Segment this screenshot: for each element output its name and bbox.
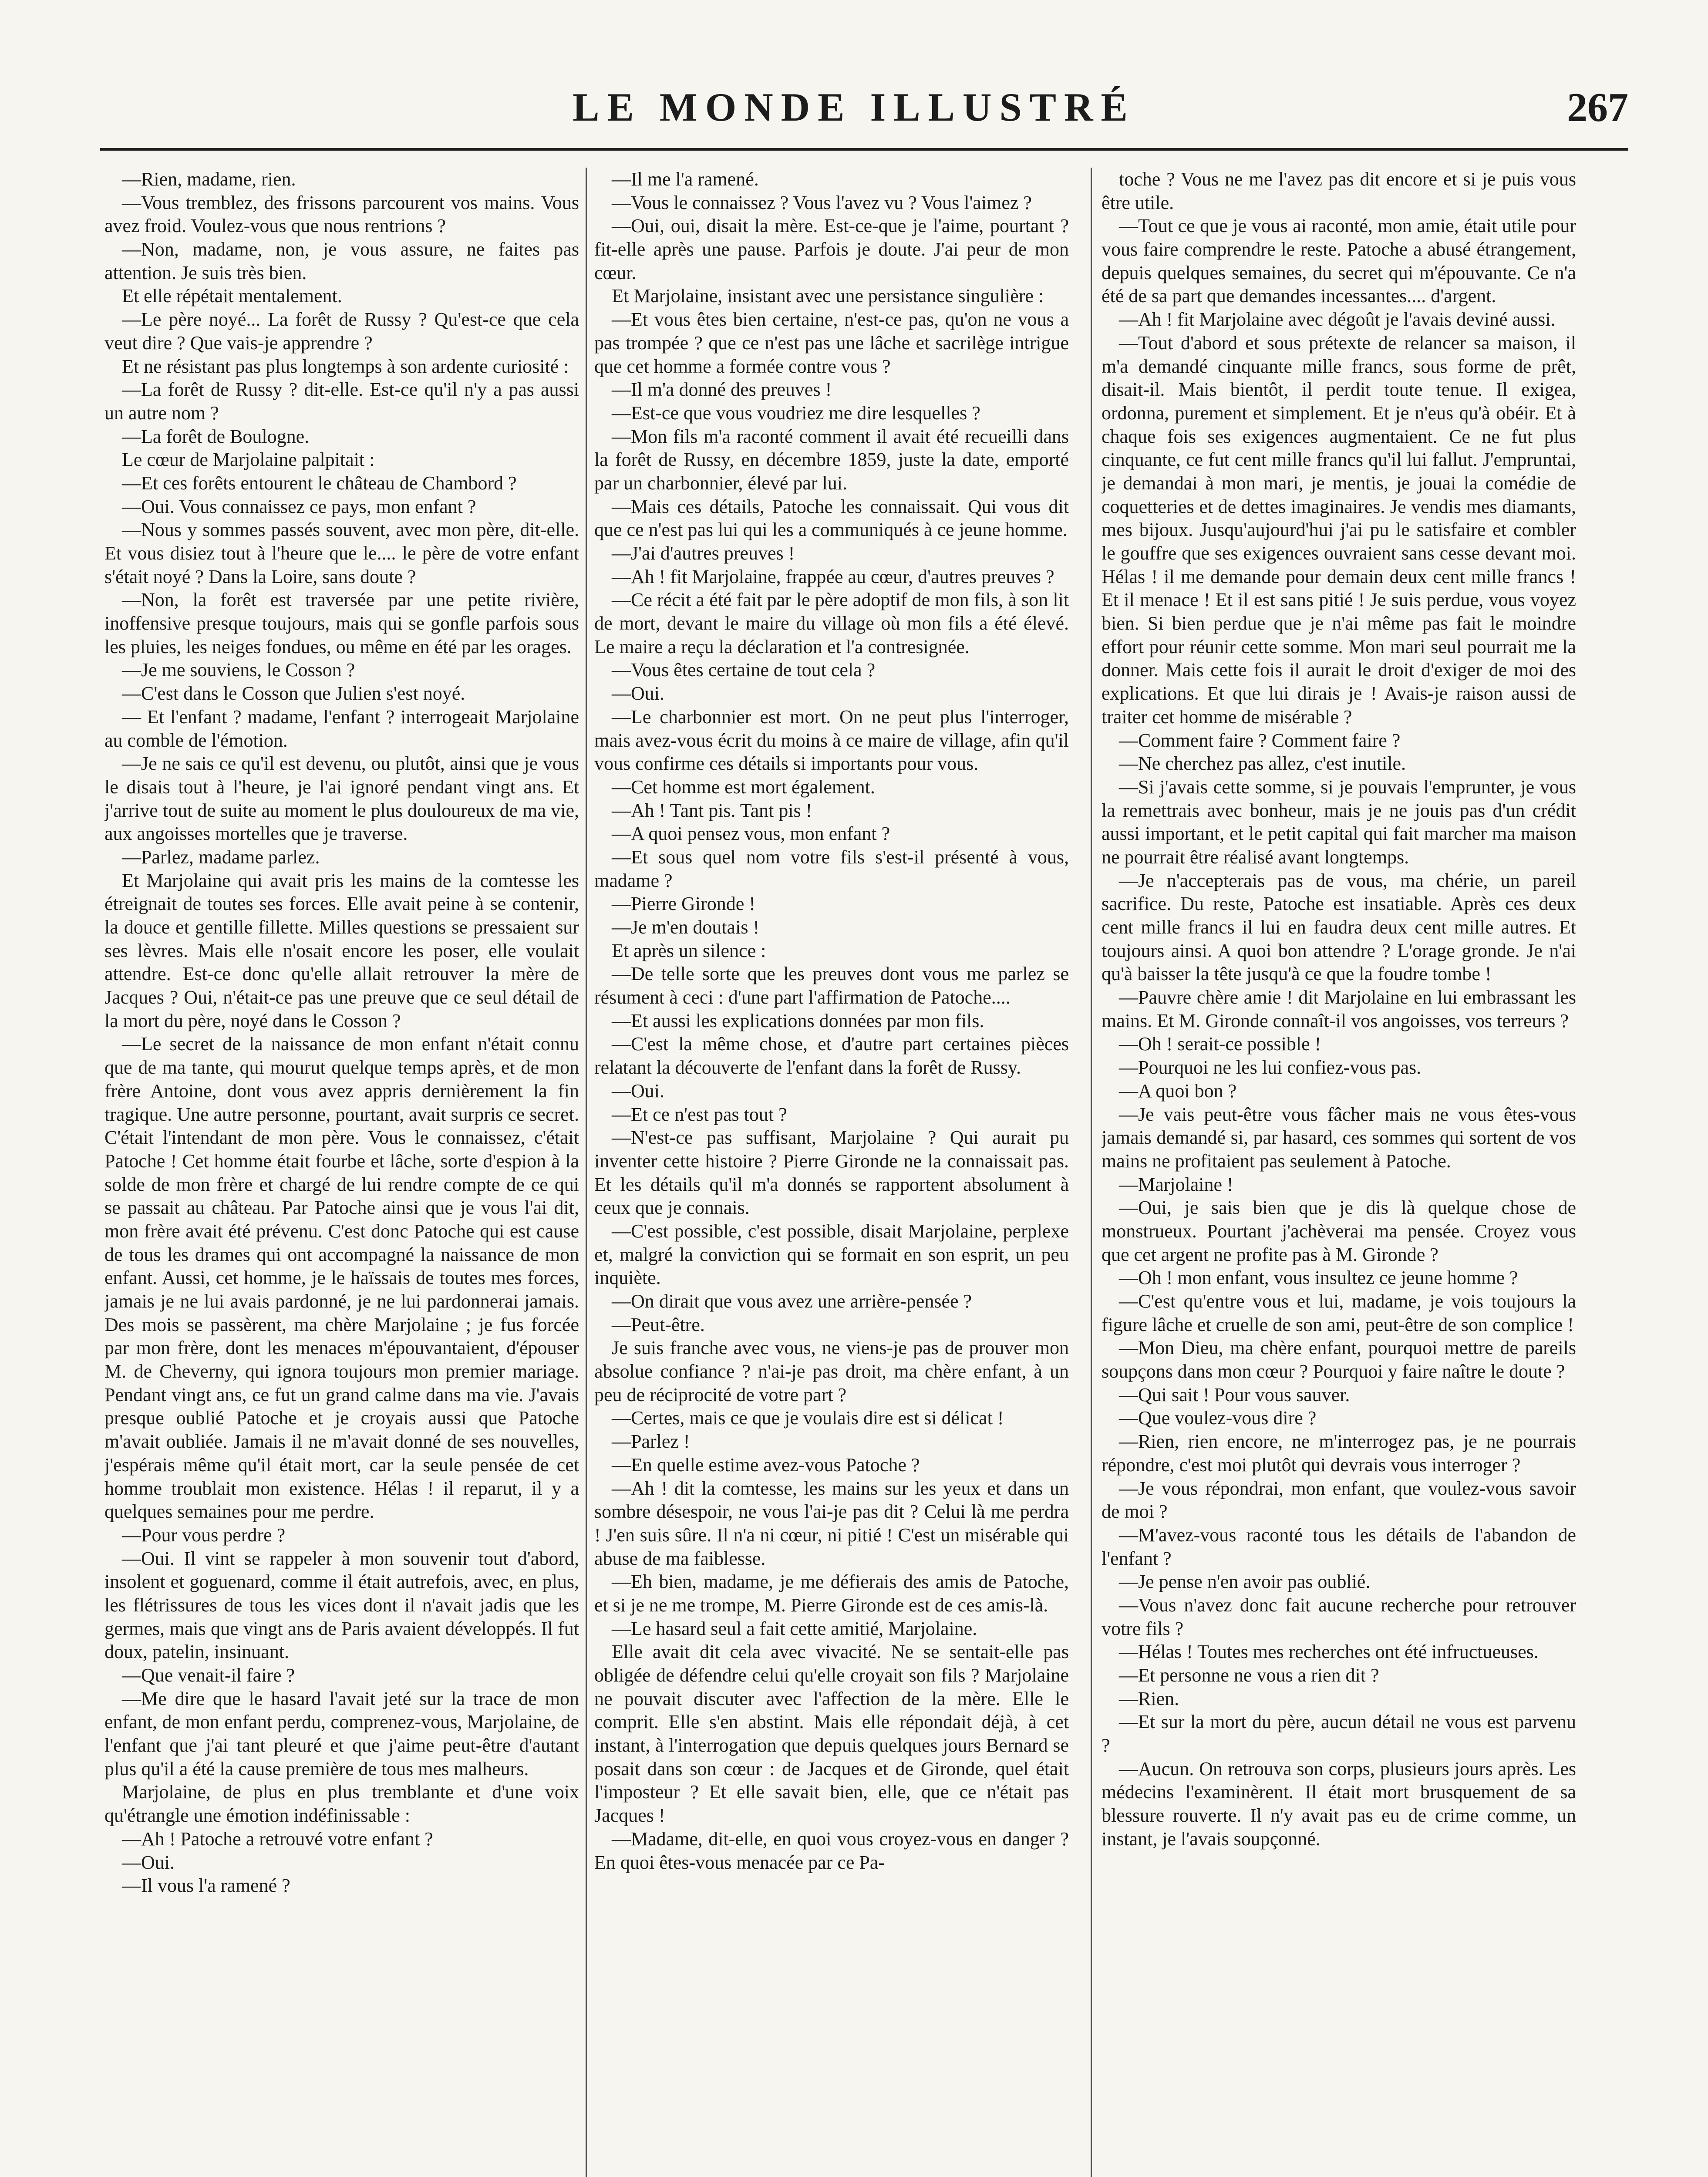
paragraph: —A quoi bon ? <box>1119 1080 1237 1102</box>
text-column-1 <box>104 168 579 2177</box>
paragraph: —Vous êtes certaine de tout cela ? <box>612 659 876 681</box>
paragraph: —Qui sait ! Pour vous sauver. <box>1119 1384 1350 1405</box>
paragraph: —La forêt de Boulogne. <box>122 425 310 447</box>
paragraph: —Je n'accepterais pas de vous, ma chérie, un pareil sacrifice. Du reste, Patoche est insatiable. Après ces deux cent mille francs il lui en faudra deux cent mille autres. Et toujours ainsi. A quoi bon attendre ? L'orage gronde. Je n'ai qu'à baisser la tête jusqu'à ce que la foudre tombe ! <box>1102 869 1576 985</box>
paragraph: —Mon Dieu, ma chère enfant, pourquoi mettre de pareils soupçons dans mon cœur ? Pourquoi y faire naître le doute ? <box>1102 1337 1576 1382</box>
paragraph: —Hélas ! Toutes mes recherches ont été infructueuses. <box>1119 1641 1539 1663</box>
paragraph: —Peut-être. <box>612 1314 705 1335</box>
paragraph: Le cœur de Marjolaine palpitait : <box>122 449 375 471</box>
paragraph: —Et ces forêts entourent le château de Chambord ? <box>122 472 517 494</box>
paragraph: —Je m'en doutais ! <box>612 917 760 938</box>
paragraph: —Pourquoi ne les lui confiez-vous pas. <box>1119 1057 1422 1078</box>
paragraph: —Est-ce que vous voudriez me dire lesquelles ? <box>612 402 980 424</box>
paragraph: —Il vous l'a ramené ? <box>122 1875 290 1897</box>
paragraph: —Oui, je sais bien que je dis là quelque chose de monstrueux. Pourtant j'achèverai ma pensée. Croyez vous que cet argent ne profite pas à M. Gironde ? <box>1102 1197 1576 1265</box>
paragraph: —Marjolaine ! <box>1119 1173 1233 1195</box>
paragraph: —C'est possible, c'est possible, disait Marjolaine, perplexe et, malgré la conviction qui se formait en son esprit, un peu inquiète. <box>594 1220 1069 1289</box>
paragraph: —Il m'a donné des preuves ! <box>612 379 832 401</box>
paragraph: —Aucun. On retrouva son corps, plusieurs jours après. Les médecins l'examinèrent. Il était mort brusquement de sa blessure rouverte. Il n'y avait pas eu de crime comme, un instant, je l'avais soupçonné. <box>1102 1758 1576 1850</box>
paragraph: —Madame, dit-elle, en quoi vous croyez-vous en danger ? En quoi êtes-vous menacée par ce Pa- <box>594 1828 1069 1873</box>
paragraph: —Ah ! Patoche a retrouvé votre enfant ? <box>122 1828 433 1850</box>
paragraph: —Comment faire ? Comment faire ? <box>1119 729 1401 751</box>
paragraph: —La forêt de Russy ? dit-elle. Est-ce qu'il n'y a pas aussi un autre nom ? <box>104 379 579 424</box>
paragraph: —Nous y sommes passés souvent, avec mon père, dit-elle. Et vous disiez tout à l'heure que le.... le père de votre enfant s'était noyé ? Dans la Loire, sans doute ? <box>104 519 579 587</box>
paragraph: —Et sous quel nom votre fils s'est-il présenté à vous, madame ? <box>594 846 1069 891</box>
paragraph: —Pour vous perdre ? <box>122 1524 286 1546</box>
paragraph: —Oh ! mon enfant, vous insultez ce jeune homme ? <box>1119 1267 1518 1289</box>
paragraph: —Rien. <box>1119 1688 1179 1709</box>
paragraph: —Et sur la mort du père, aucun détail ne vous est parvenu ? <box>1102 1711 1576 1756</box>
paragraph: —Oui. Il vint se rappeler à mon souvenir tout d'abord, insolent et goguenard, comme il était autrefois, avec, en plus, les flétrissures de tous les vices dont il n'avait jadis que les germes, mais que vingt ans de Paris avaient développés. Il fut doux, patelin, insinuant. <box>104 1547 579 1663</box>
paragraph: Et Marjolaine, insistant avec une persistance singulière : <box>612 285 1044 307</box>
paragraph: —Ne cherchez pas allez, c'est inutile. <box>1119 753 1406 775</box>
paragraph: —Certes, mais ce que je voulais dire est si délicat ! <box>612 1407 1004 1429</box>
paragraph: —Ah ! fit Marjolaine, frappée au cœur, d'autres preuves ? <box>612 566 1054 587</box>
paragraph: —Si j'avais cette somme, si je pouvais l'emprunter, je vous la remettrais avec bonheur, mais je ne jouis pas d'un crédit aussi important, et le petit capital qui fait marcher ma maison ne pourrait être réalisé avant longtemps. <box>1102 776 1576 868</box>
paragraph: —Oui. <box>612 1080 664 1102</box>
paragraph: —Et ce n'est pas tout ? <box>612 1103 787 1125</box>
paragraph: —Pauvre chère amie ! dit Marjolaine en lui embrassant les mains. Et M. Gironde connaît-il vos angoisses, vos terreurs ? <box>1102 987 1576 1031</box>
paragraph: —Rien, rien encore, ne m'interrogez pas, je ne pourrais répondre, c'est moi plutôt qui devrais vous interroger ? <box>1102 1431 1576 1476</box>
paragraph: Et ne résistant pas plus longtemps à son ardente curiosité : <box>122 355 569 377</box>
paragraph: Et elle répétait mentalement. <box>122 285 342 307</box>
paragraph: — Et l'enfant ? madame, l'enfant ? interrogeait Marjolaine au comble de l'émotion. <box>104 706 579 751</box>
paragraph: —Vous le connaissez ? Vous l'avez vu ? Vous l'aimez ? <box>612 192 1032 213</box>
paragraph: —Mais ces détails, Patoche les connaissait. Qui vous dit que ce n'est pas lui qui les a communiqués à ce jeune homme. <box>594 495 1069 541</box>
paragraph: —Oui. <box>122 1851 175 1873</box>
paragraph: —Et aussi les explications données par mon fils. <box>612 1010 984 1031</box>
paragraph: —Je me souviens, le Cosson ? <box>122 659 355 681</box>
paragraph: —Parlez, madame parlez. <box>122 846 320 868</box>
paragraph: Et Marjolaine qui avait pris les mains de la comtesse les étreignait de toutes ses forces. Elle avait peine à se contenir, la douce et gentille fillette. Milles questions se pressaient sur ses lèvres. Mais elle n'osait encore les poser, elle voulait attendre. Est-ce donc qu'elle allait retrouver la mère de Jacques ? Oui, n'était-ce pas une preuve que ce seul détail de la mort du père, noyé dans le Cosson ? <box>104 869 579 1031</box>
paragraph: —Je pense n'en avoir pas oublié. <box>1119 1571 1371 1593</box>
paragraph: —Oui. Vous connaissez ce pays, mon enfant ? <box>122 495 476 517</box>
paragraph: Elle avait dit cela avec vivacité. Ne se sentait-elle pas obligée de défendre celui qu'elle croyait son fils ? Marjolaine ne pouvait discuter avec l'affection de la mère. Elle le comprit. Elle s'en abstint. Mais elle répondait déjà, à cet instant, à l'interrogation que depuis quelques jours Bernard se posait dans son cœur : de Jacques et de Gironde, quel était l'imposteur ? Et elle savait bien, elle, que ce n'était pas Jacques ! <box>594 1641 1069 1827</box>
paragraph: —J'ai d'autres preuves ! <box>612 543 795 564</box>
page-number: 267 <box>1567 85 1628 130</box>
paragraph: —Oh ! serait-ce possible ! <box>1119 1033 1321 1055</box>
paragraph: Et après un silence : <box>612 940 766 961</box>
paragraph: —De telle sorte que les preuves dont vous me parlez se résument à ceci : d'une part l'affirmation de Patoche.... <box>594 963 1069 1008</box>
paragraph: —En quelle estime avez-vous Patoche ? <box>612 1454 920 1476</box>
paragraph: —Cet homme est mort également. <box>612 776 875 798</box>
column-divider <box>586 168 587 2177</box>
paragraph: —Et vous êtes bien certaine, n'est-ce pas, qu'on ne vous a pas trompée ? que ce n'est pas une lâche et sacrilège intrigue que cet homme a formée contre vous ? <box>594 309 1069 377</box>
paragraph: —Eh bien, madame, je me défierais des amis de Patoche, et si je ne me trompe, M. Pierre Gironde est de ces amis-là. <box>594 1571 1069 1616</box>
paragraph: —Vous tremblez, des frissons parcourent vos mains. Vous avez froid. Voulez-vous que nous rentrions ? <box>104 192 579 237</box>
paragraph: —Vous n'avez donc fait aucune recherche pour retrouver votre fils ? <box>1102 1594 1576 1639</box>
paragraph: toche ? Vous ne me l'avez pas dit encore et si je puis vous être utile. <box>1102 168 1576 213</box>
paragraph: —Mon fils m'a raconté comment il avait été recueilli dans la forêt de Russy, en décembre 1859, juste la date, emporté par un charbonnier, élevé par lui. <box>594 425 1069 494</box>
paragraph: —Je ne sais ce qu'il est devenu, ou plutôt, ainsi que je vous le disais tout à l'heure, je l'ai ignoré pendant vingt ans. Et j'arrive tout de suite au moment le plus douloureux de ma vie, aux angoisses mortelles que je traverse. <box>104 753 579 845</box>
paragraph: —Tout d'abord et sous prétexte de relancer sa maison, il m'a demandé cinquante mille francs, sous forme de prêt, disait-il. Mais bientôt, il perdit toute tenue. Il exigea, ordonna, purement et simplement. Et je n'eus qu'à obéir. Et à chaque fois ses exigences augmentaient. Ce ne fut plus cinquante, ce fut cent mille francs qu'il lui fallut. J'empruntai, je demandai à mon mari, je mentis, je jouai la comédie de coquetteries et de dettes imaginaires. Je vendis mes diamants, mes bijoux. Jusqu'aujourd'hui j'ai pu le satisfaire et combler le gouffre que ses exigences ouvraient sans cesse devant moi. Hélas ! il me demande pour demain deux cent mille francs ! Et il menace ! Et il est sans pitié ! Je suis perdue, vous voyez bien. Si bien perdue que je n'ai même pas fait le moindre effort pour réunir cette somme. Mon mari seul pourrait me la donner. Mais cette fois il aurait le droit d'exiger de moi des explications. Et que lui dirais je ! Avais-je raison aussi de traiter cet homme de misérable ? <box>1102 332 1576 728</box>
paragraph: —C'est dans le Cosson que Julien s'est noyé. <box>122 683 465 704</box>
paragraph: Je suis franche avec vous, ne viens-je pas de prouver mon absolue confiance ? n'ai-je pas droit, ma chère enfant, à un peu de réciprocité de votre part ? <box>594 1337 1069 1405</box>
text-column-2 <box>594 168 1069 2177</box>
header-rule <box>100 148 1628 151</box>
paragraph: —Que voulez-vous dire ? <box>1119 1407 1317 1429</box>
paragraph: —Le charbonnier est mort. On ne peut plus l'interroger, mais avez-vous écrit du moins à ce maire de village, afin qu'il vous confirme ces détails si importants pour vous. <box>594 706 1069 775</box>
paragraph: —C'est la même chose, et d'autre part certaines pièces relatant la découverte de l'enfant dans la forêt de Russy. <box>594 1033 1069 1078</box>
paragraph: —Oui, oui, disait la mère. Est-ce-que je l'aime, pourtant ? fit-elle après une pause. Parfois je doute. J'ai peur de mon cœur. <box>594 215 1069 283</box>
paragraph: —Ah ! Tant pis. Tant pis ! <box>612 799 812 821</box>
paragraph: —Je vais peut-être vous fâcher mais ne vous êtes-vous jamais demandé si, par hasard, ces sommes qui sortent de vos mains ne profitaient pas seulement à Patoche. <box>1102 1103 1576 1172</box>
paragraph: —Le père noyé... La forêt de Russy ? Qu'est-ce que cela veut dire ? Que vais-je apprendre ? <box>104 309 579 354</box>
paragraph: —A quoi pensez vous, mon enfant ? <box>612 823 890 845</box>
paragraph: —Me dire que le hasard l'avait jeté sur la trace de mon enfant, de mon enfant perdu, comprenez-vous, Marjolaine, de l'enfant que j'ai tant pleuré et que j'aime peut-être d'autant plus qu'il a été la cause première de tous mes malheurs. <box>104 1688 579 1779</box>
paragraph: —M'avez-vous raconté tous les détails de l'abandon de l'enfant ? <box>1102 1524 1576 1569</box>
column-divider <box>1091 168 1092 2177</box>
paragraph: —Le secret de la naissance de mon enfant n'était connu que de ma tante, qui mourut quelque temps après, et de mon frère Antoine, dont vous avez appris dernièrement la fin tragique. Une autre personne, pourtant, avait surpris ce secret. C'était l'intendant de mon père. Vous le connaissez, c'était Patoche ! Cet homme était fourbe et lâche, sorte d'espion à la solde de mon frère et chargé de lui rendre compte de ce qui se passait au château. Par Patoche ainsi que je vous l'ai dit, mon frère avait été prévenu. C'est donc Patoche qui est cause de tous les drames qui ont accompagné la naissance de mon enfant. Aussi, cet homme, je le haïssais de toutes mes forces, jamais je ne lui avais pardonné, je ne lui pardonnerai jamais. Des mois se passèrent, ma chère Marjolaine ; je fus forcée par mon frère, dont les menaces m'épouvantaient, d'épouser M. de Cheverny, qui ignora toujours mon premier mariage. Pendant vingt ans, ce fut un grand calme dans ma vie. J'avais presque oublié Patoche et je croyais aussi que Patoche m'avait oubliée. Jamais il ne m'avait donné de ses nouvelles, j'espérais même qu'il était mort, car la seule pensée de cet homme troublait mon existence. Hélas ! il reparut, il y a quelques semaines pour me perdre. <box>104 1033 579 1523</box>
paragraph: —Il me l'a ramené. <box>612 168 759 190</box>
paragraph: —N'est-ce pas suffisant, Marjolaine ? Qui aurait pu inventer cette histoire ? Pierre Gironde ne la connaissait pas. Et les détails qu'il m'a donnés se rapportent absolument à ceux que je connais. <box>594 1127 1069 1219</box>
paragraph: —Je vous répondrai, mon enfant, que voulez-vous savoir de moi ? <box>1102 1477 1576 1523</box>
journal-title: LE MONDE ILLUSTRÉ <box>573 85 1135 129</box>
paragraph: —Pierre Gironde ! <box>612 893 755 915</box>
text-column-3 <box>1102 168 1576 2177</box>
paragraph: —On dirait que vous avez une arrière-pensée ? <box>612 1291 972 1312</box>
paragraph: —Ah ! fit Marjolaine avec dégoût je l'avais deviné aussi. <box>1119 309 1556 330</box>
paragraph: —Ce récit a été fait par le père adoptif de mon fils, à son lit de mort, devant le maire du village où mon fils a été élevé. Le maire a reçu la déclaration et l'a contresignée. <box>594 589 1069 657</box>
paragraph: —Oui. <box>612 683 664 704</box>
paragraph: —Parlez ! <box>612 1431 690 1452</box>
paragraph: —Non, la forêt est traversée par une petite rivière, inoffensive presque toujours, mais qui se gonfle parfois sous les pluies, les neiges fondues, ou même en été par les orages. <box>104 589 579 657</box>
paragraph: —C'est qu'entre vous et lui, madame, je vois toujours la figure lâche et cruelle de son ami, peut-être de son complice ! <box>1102 1291 1576 1335</box>
paragraph: —Rien, madame, rien. <box>122 168 296 190</box>
paragraph: —Le hasard seul a fait cette amitié, Marjolaine. <box>612 1618 977 1639</box>
paragraph: Marjolaine, de plus en plus tremblante et d'une voix qu'étrangle une émotion indéfinissable : <box>104 1781 579 1827</box>
paragraph: —Non, madame, non, je vous assure, ne faites pas attention. Je suis très bien. <box>104 239 579 283</box>
paragraph: —Que venait-il faire ? <box>122 1665 295 1686</box>
paragraph: —Tout ce que je vous ai raconté, mon amie, était utile pour vous faire comprendre le reste. Patoche a abusé étrangement, depuis quelques semaines, du secret qui m'épouvante. Ce n'a été de sa part que demandes incessantes.... d'argent. <box>1102 215 1576 307</box>
paragraph: —Et personne ne vous a rien dit ? <box>1119 1665 1379 1686</box>
paragraph: —Ah ! dit la comtesse, les mains sur les yeux et dans un sombre désespoir, ne vous l'ai-je pas dit ? Celui là me perdra ! J'en suis sûre. Il n'a ni cœur, ni pitié ! C'est un misérable qui abuse de ma faiblesse. <box>594 1477 1069 1569</box>
masthead <box>0 0 1708 157</box>
